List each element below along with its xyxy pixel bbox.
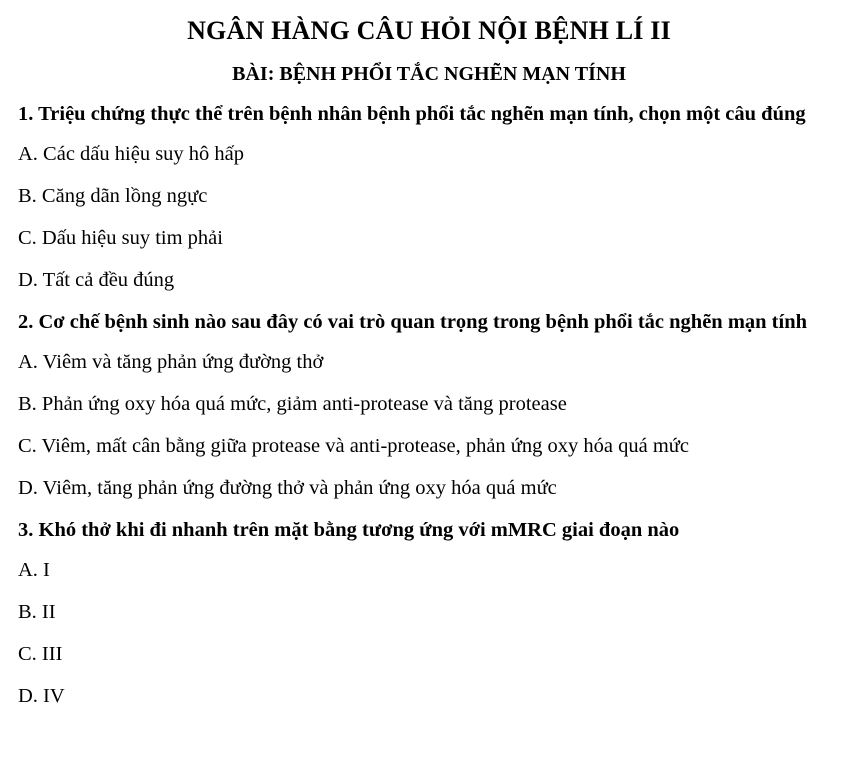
document-subtitle: BÀI: BỆNH PHỔI TẮC NGHẼN MẠN TÍNH: [232, 63, 626, 85]
question-3-option-a: A. I: [18, 559, 50, 581]
question-block-2: [18, 308, 840, 502]
question-2-option-a: A. Viêm và tăng phản ứng đường thở: [18, 351, 324, 373]
question-1-option-b: B. Căng dãn lồng ngực: [18, 185, 208, 207]
question-2-option-d: D. Viêm, tăng phản ứng đường thở và phản ứng oxy hóa quá mức: [18, 477, 557, 499]
document-title: NGÂN HÀNG CÂU HỎI NỘI BỆNH LÍ II: [187, 16, 671, 45]
question-2-option-c: C. Viêm, mất cân bằng giữa protease và anti-protease, phản ứng oxy hóa quá mức: [18, 435, 690, 457]
question-2-text: 2. Cơ chế bệnh sinh nào sau đây có vai trò quan trọng trong bệnh phổi tắc nghẽn mạn tính: [18, 311, 807, 333]
question-1-option-a: A. Các dấu hiệu suy hô hấp: [18, 143, 245, 165]
question-1-text: 1. Triệu chứng thực thể trên bệnh nhân bệnh phổi tắc nghẽn mạn tính, chọn một câu đúng: [18, 103, 806, 125]
question-3-option-d: D. IV: [18, 685, 65, 707]
question-2-option-b: B. Phản ứng oxy hóa quá mức, giảm anti-protease và tăng protease: [18, 393, 567, 415]
question-block-1: [18, 100, 840, 294]
question-1-option-c: C. Dấu hiệu suy tim phải: [18, 227, 223, 249]
question-block-3: [18, 516, 840, 710]
question-3-option-b: B. II: [18, 601, 56, 623]
question-1-option-d: D. Tất cả đều đúng: [18, 269, 175, 291]
question-3-option-c: C. III: [18, 643, 63, 665]
question-3-text: 3. Khó thở khi đi nhanh trên mặt bằng tương ứng với mMRC giai đoạn nào: [18, 519, 680, 541]
